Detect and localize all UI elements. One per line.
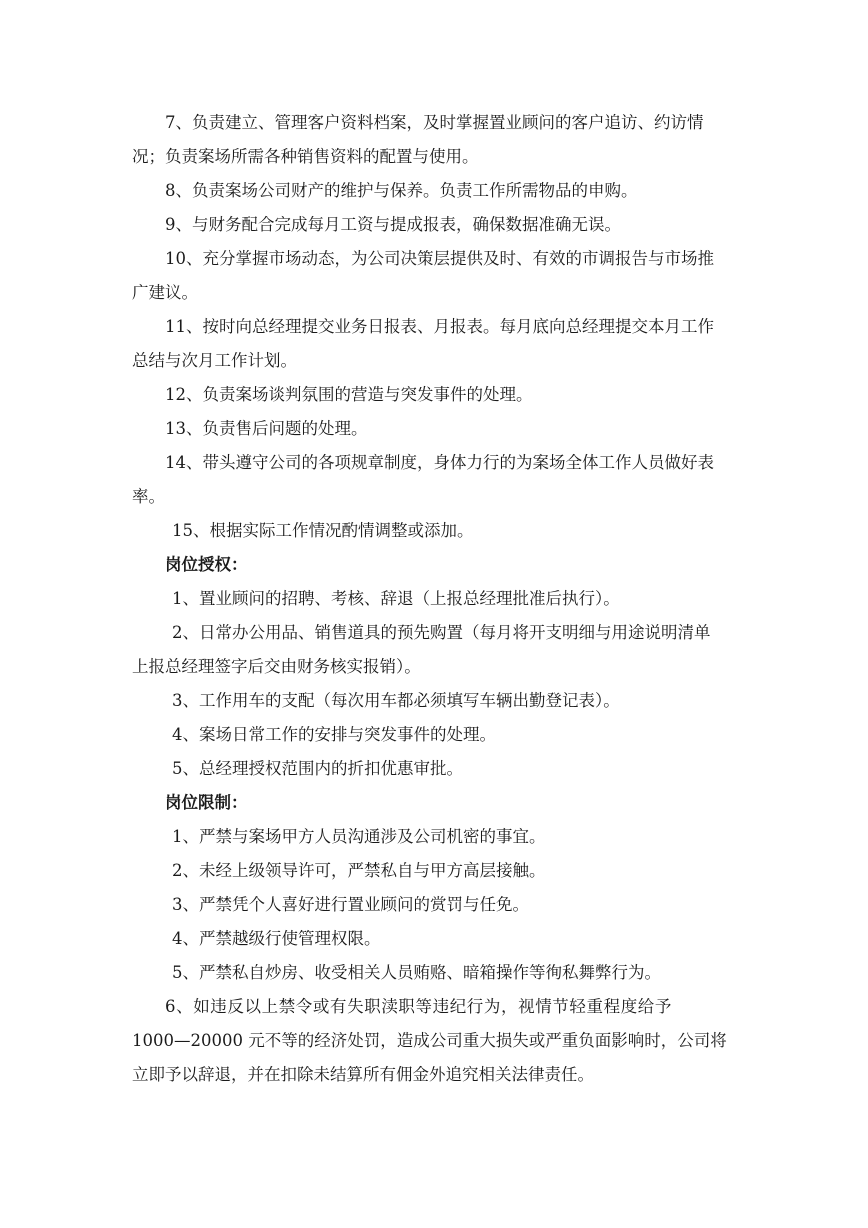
duty-10-line-1: 10、充分掌握市场动态，为公司决策层提供及时、有效的市调报告与市场推: [165, 249, 714, 268]
duty-14-line-1: 14、带头遵守公司的各项规章制度，身体力行的为案场全体工作人员做好表: [165, 453, 714, 472]
authorization-2-line-1: 2、日常办公用品、销售道具的预先购置（每月将开支明细与用途说明清单: [172, 623, 711, 642]
authorization-2-line-2: 上报总经理签字后交由财务核实报销）。: [132, 657, 421, 676]
duty-7-line-2: 况；负责案场所需各种销售资料的配置与使用。: [132, 147, 479, 166]
duty-item-9: [132, 208, 772, 242]
duty-item-7: [132, 106, 772, 174]
restriction-6-line-3: 立即予以辞退，并在扣除未结算所有佣金外追究相关法律责任。: [132, 1065, 594, 1084]
authorization-heading: 岗位授权：: [165, 555, 248, 574]
restriction-item-4: [132, 922, 772, 956]
duty-item-8: [132, 174, 772, 208]
duty-7-line-1: 7、负责建立、管理客户资料档案，及时掌握置业顾问的客户追访、约访情: [165, 113, 704, 132]
restriction-1-line-1: 1、严禁与案场甲方人员沟通涉及公司机密的事宜。: [172, 827, 546, 846]
restriction-5-line-1: 5、严禁私自炒房、收受相关人员贿赂、暗箱操作等徇私舞弊行为。: [172, 963, 661, 982]
duty-11-line-2: 总结与次月工作计划。: [132, 351, 297, 370]
authorization-3-line-1: 3、工作用车的支配（每次用车都必须填写车辆出勤登记表）。: [172, 691, 620, 710]
duty-item-10: [132, 242, 772, 310]
authorization-5-line-1: 5、总经理授权范围内的折扣优惠审批。: [172, 759, 463, 778]
restrictions-heading: 岗位限制：: [165, 793, 248, 812]
authorization-4-line-1: 4、案场日常工作的安排与突发事件的处理。: [172, 725, 496, 744]
restriction-item-2: [132, 854, 772, 888]
duty-10-line-2: 广建议。: [132, 283, 198, 302]
duty-item-12: [132, 378, 772, 412]
duty-item-14: [132, 446, 772, 514]
duty-12-line-1: 12、负责案场谈判氛围的营造与突发事件的处理。: [165, 385, 533, 404]
restriction-item-1: [132, 820, 772, 854]
duty-9-line-1: 9、与财务配合完成每月工资与提成报表，确保数据准确无误。: [165, 215, 621, 234]
restriction-item-5: [132, 956, 772, 990]
restriction-item-3: [132, 888, 772, 922]
duty-item-15: [132, 514, 772, 548]
duty-14-line-2: 率。: [132, 487, 165, 506]
authorization-item-1: [132, 582, 772, 616]
restriction-2-line-1: 2、未经上级领导许可，严禁私自与甲方高层接触。: [172, 861, 546, 880]
authorization-item-4: [132, 718, 772, 752]
duty-item-11: [132, 310, 772, 378]
restriction-6-line-2: 1000—20000 元不等的经济处罚，造成公司重大损失或严重负面影响时，公司将: [132, 1031, 727, 1050]
duty-15-line-1: 15、根据实际工作情况酌情调整或添加。: [172, 521, 474, 540]
authorization-1-line-1: 1、置业顾问的招聘、考核、辞退（上报总经理批准后执行）。: [172, 589, 620, 608]
authorization-item-2: [132, 616, 772, 684]
authorization-item-5: [132, 752, 772, 786]
restriction-3-line-1: 3、严禁凭个人喜好进行置业顾问的赏罚与任免。: [172, 895, 529, 914]
duty-item-13: [132, 412, 772, 446]
duty-8-line-1: 8、负责案场公司财产的维护与保养。负责工作所需物品的申购。: [165, 181, 638, 200]
restriction-6-line-1: 6、如违反以上禁令或有失职渎职等违纪行为，视情节轻重程度给予: [165, 997, 672, 1016]
document-body: [132, 106, 772, 1092]
restriction-4-line-1: 4、严禁越级行使管理权限。: [172, 929, 381, 948]
restriction-item-6: [132, 990, 772, 1092]
duty-13-line-1: 13、负责售后问题的处理。: [165, 419, 368, 438]
authorization-item-3: [132, 684, 772, 718]
duty-11-line-1: 11、按时向总经理提交业务日报表、月报表。每月底向总经理提交本月工作: [165, 317, 714, 336]
